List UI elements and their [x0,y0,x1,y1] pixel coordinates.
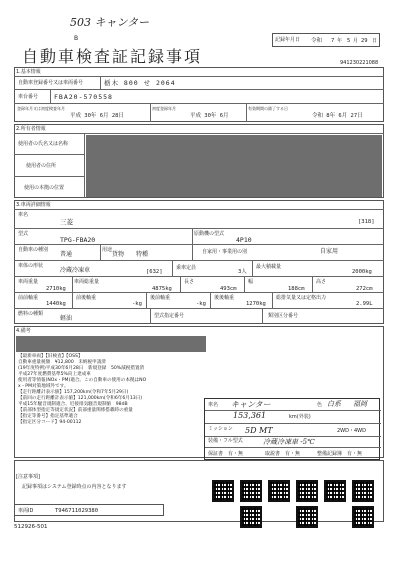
notes-line: 記録事項はシステム登録時点の内容となります [22,484,127,490]
document-number: 941230221088 [340,60,379,66]
type-label: 型式 [18,231,29,237]
cat-label: 類別区分番号 [268,313,299,319]
maxload-label: 最大積載量 [256,264,282,270]
owner-redaction [86,135,382,197]
mark-b: B [74,35,79,42]
section-1-title: 1.基本情報 [16,69,41,75]
private-label: 自家用・事業用の別 [202,249,248,255]
handwritten-box: 車名 キャンター 色 白系 福岡 153,361 km(外装) ミッション 5D MT 2WD・4WD 装備・フル型式 冷蔵冷凍車 -5℃ 保証書 有・無 取説書 有・無 整備記録簿 有・無 [204,398,380,460]
notes-title: [注意事項] [16,474,40,480]
owner-label-1: 使用者の住所 [26,163,57,169]
section-3-title: 3.車両詳細情報 [16,202,51,208]
chassis-value: FBA20-570558 [54,93,113,101]
front-value: 1440kg [46,301,66,307]
width-label: 幅 [248,279,254,285]
handwritten-note: 503 キャンター [70,16,150,29]
body-value: 冷蔵冷凍車 [60,267,91,274]
length-label: 長さ [184,279,195,285]
front2-label: 前後軸重 [76,295,97,301]
footer-number: 512926-501 [14,524,48,530]
qr-code [324,480,346,502]
qr-code [352,480,374,502]
private-value: 自家用 [320,248,339,255]
engine-label: 原動機の型式 [194,231,225,237]
first-insp-label: 初度登録年月 [152,106,176,111]
weight-label: 車両重量 [18,279,39,285]
disp-value: 2.99L [356,301,373,307]
qr-code [240,480,262,502]
rear2-value: 1270kg [246,301,266,307]
body-label: 車体の形状 [18,263,44,269]
owner-label-0: 使用者の氏名又は名称 [18,141,69,147]
fuel-label: 燃料の種類 [18,311,44,317]
body-code: [632] [146,269,163,275]
use-special: 特種 [136,251,149,258]
qr-code [296,480,318,502]
qr-code [212,480,234,502]
qr-code [352,506,374,528]
disp-label: 総排気量又は定格出力 [276,295,327,301]
issue-date-box: 記録年月日 令和 7 年 5 月 29 日 [272,33,380,47]
type-value: TPG-FBA20 [60,236,96,244]
maxload-value: 2000kg [352,269,372,275]
reg-value: 栃木 800 せ 2064 [104,79,176,87]
front-label: 前前軸重 [18,295,39,301]
fuel-value: 軽油 [60,315,73,322]
model-label: 型式指定番号 [154,313,185,319]
rear-label: 後前軸重 [150,295,171,301]
kind-value: 普通 [60,251,73,258]
qr-code [268,480,290,502]
height-label: 高さ [316,279,327,285]
chassis-label: 車台番号 [18,94,39,100]
page-title: 自動車検査証記録事項 [22,47,203,66]
owner-label-2: 使用の本拠の位置 [24,185,65,191]
gross-value: 4875kg [152,286,172,292]
weight-value: 2710kg [46,286,66,292]
expiry-value: 令和 8年 6月 27日 [312,113,363,119]
remarks-list: 【最新車両】【旧検査】【OSS】 自動車重量税額 ¥12,800 未納税申請済 (19年度特例)平成30年6月28日 新規登録 50%減税措置済 平成27年度燃費基準5%向上達成車 使用者等情報(NOx・PM)適合。この自動車の使用の本拠はNO x・PM対策地域外です。 【走行距離計表示値】157,200km(令和7年5月29日) 【前回の走行距離計表示値】121,000km(令和6年6月13日) 平成15年騒音規制適合、近接排気騒音規制値 98dB 【前部体型指定等規定状況】前部重量関係搭載時の重量 【指定等番号】指定基準適合 【指定区分コード】94-00112 [18,354,147,425]
first-reg-value: 平成 30年 6月 28日 [70,113,124,119]
remarks-redaction [16,336,206,352]
qr-code [296,506,318,528]
gross-label: 車両総重量 [74,279,100,285]
cap-value: 3人 [238,269,247,275]
length-value: 493cm [220,286,237,292]
width-value: 188cm [288,286,305,292]
cap-label: 乗車定員 [176,265,197,271]
section-2-title: 2.所有者情報 [16,126,46,132]
use-value: 貨物 [112,251,125,258]
first-insp-value: 平成 30年 6月 [190,113,229,119]
vehicle-id-box: 車両ID T946711029380 [14,504,164,516]
use-label: 用途 [102,247,113,253]
name-code: [318] [358,219,375,225]
first-reg-label: 登録年月又は初度検査年月 [17,106,65,111]
height-value: 272cm [356,286,373,292]
name-label: 車名 [18,212,29,218]
expiry-label: 有効期間の満了する日 [248,106,288,111]
kind-label: 自動車の種別 [18,247,49,253]
engine-value: 4P10 [236,236,252,244]
rear2-label: 後後軸重 [214,295,235,301]
reg-label: 自動車登録番号又は車両番号 [18,80,84,86]
front2-value: -kg [132,301,142,307]
qr-code [240,506,262,528]
rear-value: -kg [196,301,206,307]
name-value: 三菱 [60,218,73,226]
section-4-title: 4.備考 [16,328,31,334]
